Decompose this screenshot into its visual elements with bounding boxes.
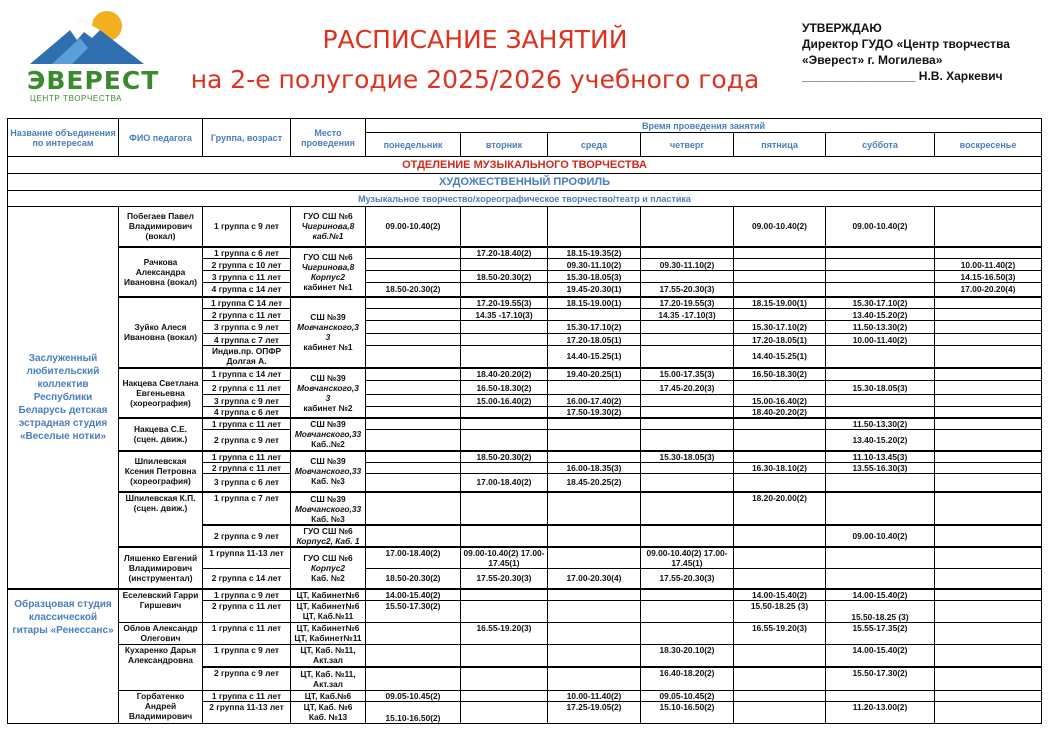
place-cell: ЦТ, Каб. №11, Акт.зал bbox=[291, 644, 366, 667]
time-cell bbox=[935, 407, 1042, 419]
time-cell: 17.55-20.30(3) bbox=[641, 283, 734, 297]
time-cell: 15.10-16.50(2) bbox=[366, 701, 461, 723]
time-cell: 19.40-20.25(1) bbox=[548, 368, 641, 381]
time-cell bbox=[734, 381, 826, 395]
time-cell: 11.10-13.45(3) bbox=[826, 451, 935, 463]
teacher-name: Облов Александр Олегович bbox=[119, 622, 203, 644]
group-cell: 4 группа с 6 лет bbox=[203, 407, 291, 419]
group-cell: 1 группа с 9 лет bbox=[203, 207, 291, 247]
time-cell: 15.30-17.10(2) bbox=[548, 321, 641, 334]
place-cell: ЦТ, Кабинет№6 ЦТ, Каб.№11 bbox=[291, 600, 366, 622]
time-cell: 16.50-18.30(2) bbox=[734, 368, 826, 381]
teacher-name: Горбатенко Андрей Владимирович bbox=[119, 690, 203, 723]
time-cell: 09.30-11.10(2) bbox=[641, 259, 734, 271]
time-cell bbox=[548, 644, 641, 667]
time-cell bbox=[935, 462, 1042, 473]
approval-line-1: УТВЕРЖДАЮ bbox=[802, 21, 882, 35]
time-cell bbox=[366, 334, 461, 346]
place-cell: ГУО СШ №6 Чигринова,8 каб.№1 bbox=[291, 207, 366, 247]
department-heading: ОТДЕЛЕНИЕ МУЗЫКАЛЬНОГО ТВОРЧЕСТВА bbox=[8, 157, 1042, 174]
time-cell bbox=[548, 622, 641, 644]
time-cell bbox=[366, 667, 461, 690]
teacher-name: Шпилевская К.П. (сцен. движ.) bbox=[119, 492, 203, 547]
approval-line-3: «Эверест» г. Могилева» bbox=[802, 53, 943, 67]
time-cell: 14.35 -17.10(3) bbox=[461, 309, 548, 321]
place-cell: СШ №39 Мовчанского,3 3 кабинет №2 bbox=[291, 368, 366, 419]
time-cell: 15.50-17.30(2) bbox=[826, 667, 935, 690]
time-cell bbox=[548, 451, 641, 463]
time-cell bbox=[935, 473, 1042, 492]
time-cell bbox=[548, 207, 641, 247]
time-cell: 16.50-18.30(2) bbox=[461, 381, 548, 395]
time-cell: 09.00-10.40(2) 17.00-17.45(1) bbox=[461, 547, 548, 569]
association-name: Образцовая студия классической гитары «Ренессанс» bbox=[8, 589, 119, 724]
time-cell: 10.00-11.40(2) bbox=[935, 259, 1042, 271]
time-cell bbox=[826, 368, 935, 381]
time-cell bbox=[641, 207, 734, 247]
time-cell bbox=[826, 547, 935, 569]
time-cell: 15.30-17.10(2) bbox=[826, 297, 935, 309]
time-cell bbox=[935, 309, 1042, 321]
time-cell: 18.30-20.10(2) bbox=[641, 644, 734, 667]
time-cell bbox=[548, 430, 641, 451]
time-cell: 18.50-20.30(2) bbox=[461, 451, 548, 463]
time-cell bbox=[935, 547, 1042, 569]
time-cell: 09.00-10.40(2) bbox=[826, 207, 935, 247]
place-cell: ГУО СШ №6 Чигринова,8 Корпус2 кабинет №1 bbox=[291, 247, 366, 297]
group-cell: 4 группа с 14 лет bbox=[203, 283, 291, 297]
time-cell bbox=[548, 525, 641, 547]
time-cell: 17.20-18.40(2) bbox=[461, 247, 548, 259]
direction-heading: Музыкальное творчество/хореографическое творчество/театр и пластика bbox=[8, 191, 1042, 207]
time-cell bbox=[641, 321, 734, 334]
time-cell bbox=[366, 247, 461, 259]
time-cell: 09.00-10.40(2) bbox=[366, 207, 461, 247]
time-cell bbox=[641, 525, 734, 547]
time-cell bbox=[366, 395, 461, 407]
time-cell bbox=[366, 462, 461, 473]
time-cell: 11.20-13.00(2) bbox=[826, 701, 935, 723]
time-cell bbox=[366, 622, 461, 644]
time-cell bbox=[641, 600, 734, 622]
time-cell bbox=[826, 473, 935, 492]
time-cell bbox=[641, 395, 734, 407]
time-cell bbox=[641, 271, 734, 283]
time-cell bbox=[548, 492, 641, 525]
document-header bbox=[0, 0, 1048, 118]
time-cell: 09.05-10.45(2) bbox=[641, 690, 734, 701]
time-cell: 15.10-16.50(2) bbox=[641, 701, 734, 723]
time-cell bbox=[366, 271, 461, 283]
time-cell bbox=[826, 247, 935, 259]
time-cell bbox=[935, 247, 1042, 259]
time-cell bbox=[935, 589, 1042, 601]
time-cell bbox=[366, 525, 461, 547]
time-cell: 18.50-20.30(2) bbox=[366, 283, 461, 297]
time-cell bbox=[641, 346, 734, 368]
time-cell bbox=[366, 309, 461, 321]
time-cell bbox=[734, 525, 826, 547]
time-cell bbox=[548, 589, 641, 601]
time-cell bbox=[366, 381, 461, 395]
time-cell: 15.30-18.05(3) bbox=[641, 451, 734, 463]
time-cell bbox=[461, 407, 548, 419]
title-line-2: на 2-е полугодие 2025/2026 учебного года bbox=[190, 65, 760, 94]
time-cell bbox=[548, 418, 641, 430]
time-cell: 17.20-19.55(3) bbox=[641, 297, 734, 309]
time-cell: 18.45-20.25(2) bbox=[548, 473, 641, 492]
teacher-name: Рачкова Александра Ивановна (вокал) bbox=[119, 247, 203, 297]
time-cell: 15.00-16.40(2) bbox=[734, 395, 826, 407]
place-cell: ЦТ, Каб. №11, Акт.зал bbox=[291, 667, 366, 690]
time-cell bbox=[641, 407, 734, 419]
group-cell: 1 группа с 11 лет bbox=[203, 622, 291, 644]
time-cell: 15.55-17.35(2) bbox=[826, 622, 935, 644]
time-cell: 17.20-18.05(1) bbox=[548, 334, 641, 346]
header-day-wednesday: среда bbox=[548, 133, 641, 157]
logo-wordmark: ЭВЕРЕСТ bbox=[27, 66, 160, 95]
header-time: Время проведения занятий bbox=[366, 119, 1042, 133]
time-cell bbox=[548, 309, 641, 321]
group-cell: 1 группа с 11 лет bbox=[203, 690, 291, 701]
time-cell: 17.00-18.40(2) bbox=[366, 547, 461, 569]
time-cell bbox=[826, 395, 935, 407]
time-cell bbox=[461, 667, 548, 690]
time-cell: 13.40-15.20(2) bbox=[826, 430, 935, 451]
group-cell: 2 группа с 11 лет bbox=[203, 381, 291, 395]
time-cell: 18.40-20.20(2) bbox=[734, 407, 826, 419]
time-cell bbox=[641, 418, 734, 430]
place-cell: СШ №39 Мовчанского,33 Каб..№2 bbox=[291, 418, 366, 451]
time-cell bbox=[461, 589, 548, 601]
time-cell bbox=[641, 430, 734, 451]
time-cell bbox=[366, 418, 461, 430]
time-cell bbox=[366, 321, 461, 334]
time-cell: 17.00-18.40(2) bbox=[461, 473, 548, 492]
time-cell bbox=[641, 334, 734, 346]
time-cell: 09.30-11.10(2) bbox=[548, 259, 641, 271]
time-cell bbox=[935, 492, 1042, 525]
profile-heading: ХУДОЖЕСТВЕННЫЙ ПРОФИЛЬ bbox=[8, 174, 1042, 191]
association-name: Заслуженный любительский коллектив Республики Беларусь детская эстрадная студия «Веселые нотки» bbox=[8, 207, 119, 589]
time-cell: 15.50-18.25 (3) bbox=[734, 600, 826, 622]
time-cell bbox=[734, 701, 826, 723]
time-cell: 16.00-18.35(3) bbox=[548, 462, 641, 473]
time-cell bbox=[548, 547, 641, 569]
place-cell: СШ №39 Мовчанского,33 Каб. №3 bbox=[291, 451, 366, 493]
teacher-name: Накцева Светлана Евгеньевна (хореография) bbox=[119, 368, 203, 419]
time-cell bbox=[826, 690, 935, 701]
group-cell: 2 группа с 9 лет bbox=[203, 430, 291, 451]
time-cell bbox=[548, 381, 641, 395]
time-cell: 14.35 -17.10(3) bbox=[641, 309, 734, 321]
time-cell: 18.15-19.00(1) bbox=[734, 297, 826, 309]
time-cell bbox=[935, 321, 1042, 334]
time-cell bbox=[935, 525, 1042, 547]
time-cell bbox=[461, 207, 548, 247]
group-cell: 2 группа с 9 лет bbox=[203, 525, 291, 547]
group-cell: 1 группа с 14 лет bbox=[203, 368, 291, 381]
time-cell: 18.15-19.35(2) bbox=[548, 247, 641, 259]
teacher-name: Побегаев Павел Владимирович (вокал) bbox=[119, 207, 203, 247]
time-cell: 16.55-19.20(3) bbox=[461, 622, 548, 644]
time-cell bbox=[734, 271, 826, 283]
time-cell: 14.00-15.40(2) bbox=[826, 589, 935, 601]
time-cell bbox=[734, 644, 826, 667]
time-cell bbox=[734, 451, 826, 463]
time-cell bbox=[935, 569, 1042, 589]
time-cell bbox=[734, 547, 826, 569]
time-cell bbox=[734, 667, 826, 690]
time-cell bbox=[366, 346, 461, 368]
time-cell bbox=[461, 690, 548, 701]
time-cell: 17.55-20.30(3) bbox=[641, 569, 734, 589]
title-line-1: РАСПИСАНИЕ ЗАНЯТИЙ bbox=[322, 25, 628, 54]
teacher-name: Зуйко Алеся Ивановна (вокал) bbox=[119, 297, 203, 368]
time-cell bbox=[366, 259, 461, 271]
time-cell: 15.30-18.05(3) bbox=[548, 271, 641, 283]
time-cell: 17.00-20.30(4) bbox=[548, 569, 641, 589]
time-cell bbox=[641, 492, 734, 525]
time-cell bbox=[935, 368, 1042, 381]
header-association: Название объединения по интересам bbox=[8, 119, 119, 157]
time-cell bbox=[461, 259, 548, 271]
time-cell: 18.15-19.00(1) bbox=[548, 297, 641, 309]
group-cell: 1 группа с 9 лет bbox=[203, 589, 291, 601]
time-cell: 15.30-18.05(3) bbox=[826, 381, 935, 395]
time-cell bbox=[935, 644, 1042, 667]
header-day-saturday: суббота bbox=[826, 133, 935, 157]
time-cell: 13.40-15.20(2) bbox=[826, 309, 935, 321]
time-cell bbox=[935, 690, 1042, 701]
time-cell bbox=[461, 334, 548, 346]
time-cell bbox=[935, 418, 1042, 430]
time-cell bbox=[461, 701, 548, 723]
time-cell bbox=[461, 418, 548, 430]
group-cell: 1 группа с 7 лет bbox=[203, 492, 291, 525]
time-cell: 15.00-17.35(3) bbox=[641, 368, 734, 381]
time-cell bbox=[461, 346, 548, 368]
group-cell: 4 группа с 7 лет bbox=[203, 334, 291, 346]
time-cell bbox=[935, 600, 1042, 622]
group-cell: 1 группа с 11 лет bbox=[203, 418, 291, 430]
header-day-tuesday: вторник bbox=[461, 133, 548, 157]
time-cell bbox=[935, 297, 1042, 309]
time-cell: 18.50-20.30(2) bbox=[366, 569, 461, 589]
approval-block bbox=[802, 20, 1010, 84]
time-cell: 17.50-19.30(2) bbox=[548, 407, 641, 419]
time-cell bbox=[935, 207, 1042, 247]
time-cell: 16.30-18.10(2) bbox=[734, 462, 826, 473]
time-cell bbox=[935, 430, 1042, 451]
time-cell bbox=[366, 473, 461, 492]
group-cell: 2 группа с 9 лет bbox=[203, 667, 291, 690]
time-cell: 18.40-20.20(2) bbox=[461, 368, 548, 381]
header-teacher: ФИО педагога bbox=[119, 119, 203, 157]
place-cell: ГУО СШ №6 Корпус2 Каб. №2 bbox=[291, 547, 366, 589]
time-cell bbox=[366, 407, 461, 419]
time-cell bbox=[826, 407, 935, 419]
place-cell: ГУО СШ №6 Корпус2, Каб. 1 bbox=[291, 525, 366, 547]
time-cell bbox=[734, 283, 826, 297]
time-cell bbox=[826, 569, 935, 589]
time-cell bbox=[734, 418, 826, 430]
time-cell: 17.55-20.30(3) bbox=[461, 569, 548, 589]
group-cell: 3 группа с 9 лет bbox=[203, 395, 291, 407]
header-day-sunday: воскресенье bbox=[935, 133, 1042, 157]
time-cell bbox=[366, 451, 461, 463]
time-cell bbox=[461, 321, 548, 334]
time-cell: 18.50-20.30(2) bbox=[461, 271, 548, 283]
time-cell bbox=[366, 492, 461, 525]
time-cell: 09.00-10.40(2) bbox=[826, 525, 935, 547]
place-cell: ЦТ, Каб. №6 Каб. №13 bbox=[291, 701, 366, 723]
time-cell bbox=[641, 473, 734, 492]
teacher-name: Ляшенко Евгений Владимирович (инструментал) bbox=[119, 547, 203, 589]
time-cell bbox=[935, 334, 1042, 346]
time-cell bbox=[366, 368, 461, 381]
time-cell: 11.50-13.30(2) bbox=[826, 321, 935, 334]
schedule-table bbox=[7, 118, 1042, 724]
time-cell: 10.00-11.40(2) bbox=[826, 334, 935, 346]
time-cell: 17.20-18.05(1) bbox=[734, 334, 826, 346]
group-cell: 3 группа с 6 лет bbox=[203, 473, 291, 492]
time-cell: 17.25-19.05(2) bbox=[548, 701, 641, 723]
header-day-friday: пятница bbox=[734, 133, 826, 157]
time-cell bbox=[935, 622, 1042, 644]
time-cell: 14.15-16.50(3) bbox=[935, 271, 1042, 283]
header-group: Группа, возраст bbox=[203, 119, 291, 157]
group-cell: 1 группа с 6 лет bbox=[203, 247, 291, 259]
time-cell bbox=[935, 451, 1042, 463]
time-cell: 14.40-15.25(1) bbox=[734, 346, 826, 368]
approval-line-4: _________________ Н.В. Харкевич bbox=[802, 69, 1003, 83]
place-cell: ЦТ, Каб.№6 bbox=[291, 690, 366, 701]
time-cell bbox=[461, 462, 548, 473]
time-cell: 16.55-19.20(3) bbox=[734, 622, 826, 644]
time-cell bbox=[461, 600, 548, 622]
time-cell bbox=[734, 430, 826, 451]
time-cell bbox=[641, 462, 734, 473]
teacher-name: Кухаренко Дарья Александровна bbox=[119, 644, 203, 690]
time-cell: 09.05-10.45(2) bbox=[366, 690, 461, 701]
teacher-name: Накцева С.Е. (сцен. движ.) bbox=[119, 418, 203, 451]
place-cell: ЦТ, Кабинет№6 ЦТ, Кабинет№11 bbox=[291, 622, 366, 644]
time-cell bbox=[641, 247, 734, 259]
group-cell: 2 группа с 14 лет bbox=[203, 569, 291, 589]
time-cell bbox=[935, 701, 1042, 723]
time-cell bbox=[366, 430, 461, 451]
time-cell bbox=[461, 283, 548, 297]
time-cell: 14.00-15.40(2) bbox=[734, 589, 826, 601]
logo-subtitle: ЦЕНТР ТВОРЧЕСТВА bbox=[30, 94, 123, 103]
header-day-monday: понедельник bbox=[366, 133, 461, 157]
time-cell: 15.00-16.40(2) bbox=[461, 395, 548, 407]
time-cell bbox=[548, 600, 641, 622]
time-cell: 14.00-15.40(2) bbox=[366, 589, 461, 601]
time-cell bbox=[734, 309, 826, 321]
header-place: Место проведения bbox=[291, 119, 366, 157]
time-cell bbox=[826, 271, 935, 283]
time-cell: 15.50-17.30(2) bbox=[366, 600, 461, 622]
everest-logo bbox=[22, 8, 160, 103]
time-cell bbox=[826, 283, 935, 297]
group-cell: 1 группа С 14 лет bbox=[203, 297, 291, 309]
group-cell: 2 группа 11-13 лет bbox=[203, 701, 291, 723]
time-cell: 14.00-15.40(2) bbox=[826, 644, 935, 667]
time-cell bbox=[734, 690, 826, 701]
time-cell bbox=[641, 589, 734, 601]
group-cell: 1 группа с 9 лет bbox=[203, 644, 291, 667]
group-cell: 3 группа с 11 лет bbox=[203, 271, 291, 283]
group-cell: 2 группа с 11 лет bbox=[203, 600, 291, 622]
time-cell bbox=[366, 644, 461, 667]
time-cell: 09.00-10.40(2) 17.00-17.45(1) bbox=[641, 547, 734, 569]
teacher-name: Еселевский Гарри Гиршевич bbox=[119, 589, 203, 623]
time-cell bbox=[461, 525, 548, 547]
approval-line-2: Директор ГУДО «Центр творчества bbox=[802, 37, 1010, 51]
time-cell bbox=[461, 492, 548, 525]
group-cell: 2 группа с 11 лет bbox=[203, 462, 291, 473]
time-cell: 11.50-13.30(2) bbox=[826, 418, 935, 430]
time-cell bbox=[461, 644, 548, 667]
time-cell: 18.20-20.00(2) bbox=[734, 492, 826, 525]
time-cell: 17.45-20.20(3) bbox=[641, 381, 734, 395]
group-cell: 1 группа с 11 лет bbox=[203, 451, 291, 463]
time-cell bbox=[641, 622, 734, 644]
time-cell bbox=[826, 346, 935, 368]
group-cell: 1 группа 11-13 лет bbox=[203, 547, 291, 569]
time-cell bbox=[366, 297, 461, 309]
time-cell bbox=[935, 395, 1042, 407]
time-cell: 16.00-17.40(2) bbox=[548, 395, 641, 407]
time-cell bbox=[734, 569, 826, 589]
group-cell: Индив.пр. ОПФР Долгая А. bbox=[203, 346, 291, 368]
time-cell: 19.45-20.30(1) bbox=[548, 283, 641, 297]
group-cell: 3 группа с 9 лет bbox=[203, 321, 291, 334]
time-cell: 16.40-18.20(2) bbox=[641, 667, 734, 690]
group-cell: 2 группа с 10 лет bbox=[203, 259, 291, 271]
group-cell: 2 группа с 11 лет bbox=[203, 309, 291, 321]
time-cell: 13.55-16.30(3) bbox=[826, 462, 935, 473]
time-cell bbox=[935, 381, 1042, 395]
mountain-sun-icon bbox=[22, 8, 152, 68]
time-cell bbox=[734, 259, 826, 271]
time-cell bbox=[734, 247, 826, 259]
time-cell bbox=[548, 667, 641, 690]
time-cell: 17.00-20.20(4) bbox=[935, 283, 1042, 297]
time-cell: 15.30-17.10(2) bbox=[734, 321, 826, 334]
time-cell bbox=[461, 430, 548, 451]
time-cell bbox=[935, 667, 1042, 690]
time-cell bbox=[826, 259, 935, 271]
place-cell: СШ №39 Мовчанского,33 Каб. №3 bbox=[291, 492, 366, 525]
place-cell: СШ №39 Мовчанского,3 3 кабинет №1 bbox=[291, 297, 366, 368]
time-cell bbox=[826, 492, 935, 525]
time-cell bbox=[935, 346, 1042, 368]
teacher-name: Шпилевская Ксения Петровна (хореография) bbox=[119, 451, 203, 493]
time-cell: 17.20-19.55(3) bbox=[461, 297, 548, 309]
page-title bbox=[170, 20, 780, 100]
time-cell: 09.00-10.40(2) bbox=[734, 207, 826, 247]
place-cell: ЦТ, Кабинет№6 bbox=[291, 589, 366, 601]
time-cell: 15.50-18.25 (3) bbox=[826, 600, 935, 622]
time-cell: 14.40-15.25(1) bbox=[548, 346, 641, 368]
time-cell bbox=[734, 473, 826, 492]
time-cell: 10.00-11.40(2) bbox=[548, 690, 641, 701]
header-day-thursday: четверг bbox=[641, 133, 734, 157]
